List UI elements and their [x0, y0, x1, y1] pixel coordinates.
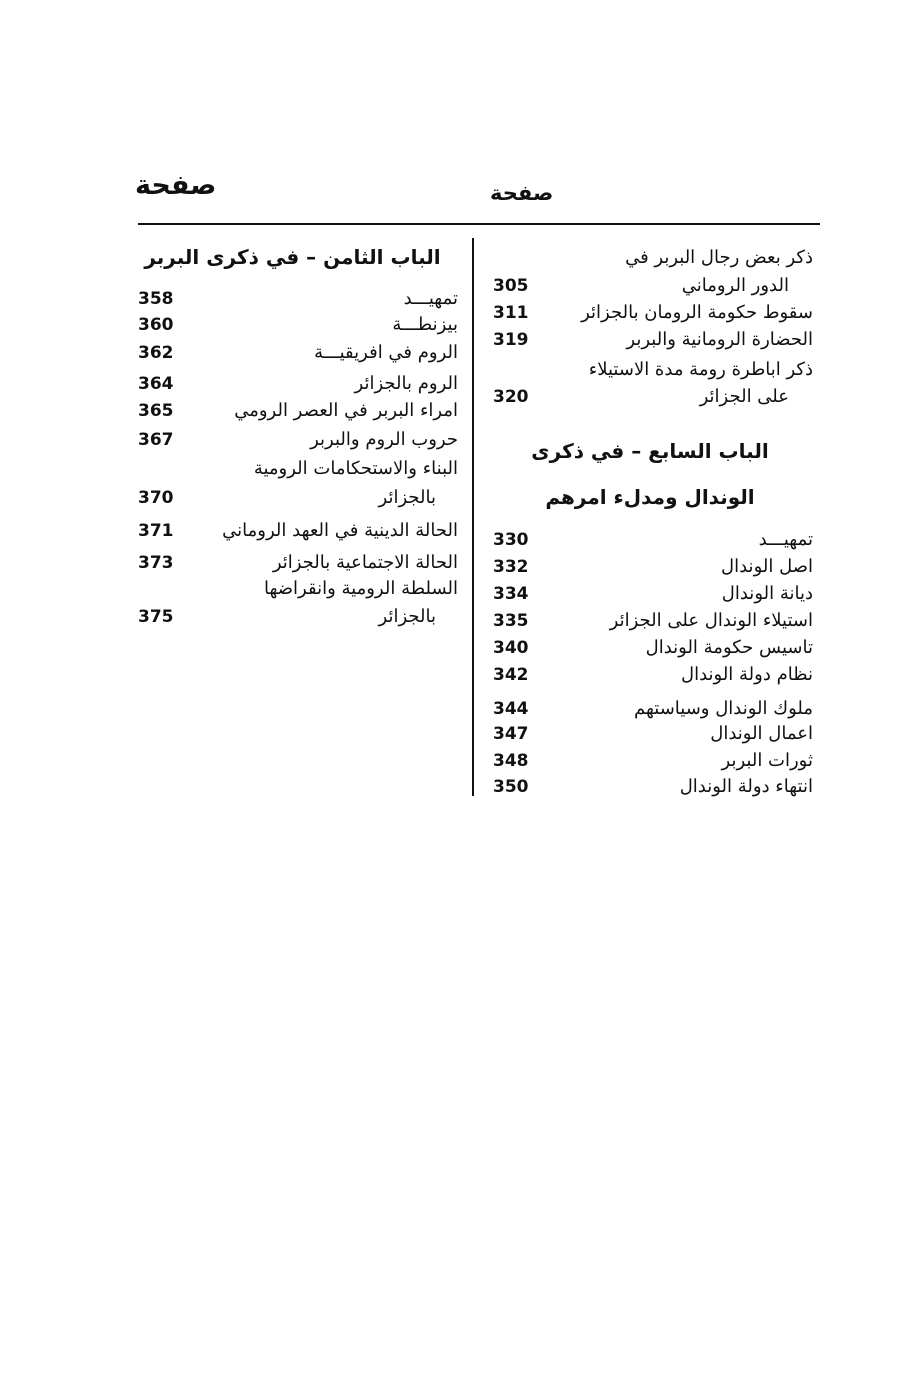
entry-page: 334 [493, 584, 529, 604]
entry-title: ملوك الوندال وسياستهم [634, 698, 813, 719]
entry-page: 360 [138, 315, 174, 335]
entry-page: 364 [138, 374, 174, 394]
entry-page: 371 [138, 521, 174, 541]
entry-title: تاسيس حكومة الوندال [645, 637, 813, 658]
entry-page: 373 [138, 553, 174, 573]
entry-page: 335 [493, 611, 529, 631]
toc-entry [490, 773, 813, 801]
column-divider [472, 238, 474, 796]
toc-entry [135, 517, 458, 545]
entry-title: ثورات البربر [721, 750, 813, 771]
toc-entry [490, 695, 813, 723]
entry-title: استيلاء الوندال على الجزائر [609, 610, 813, 631]
chapter-heading: الباب الثامن – في ذكرى البربر [144, 245, 441, 269]
entry-page: 365 [138, 401, 174, 421]
toc-entry [490, 299, 813, 327]
toc-entry [135, 484, 458, 512]
header-rule [138, 223, 820, 225]
toc-entry [490, 356, 813, 384]
entry-page: 319 [493, 330, 529, 350]
entry-title: الحضارة الرومانية والبربر [626, 329, 813, 350]
toc-entry [135, 575, 458, 603]
page-column-header-left: صفحة [135, 170, 217, 201]
toc-entry [135, 311, 458, 339]
entry-title: البناء والاستحكامات الرومية [253, 458, 458, 479]
entry-title: على الجزائر [699, 386, 789, 407]
entry-title: الروم في افريقيـــة [314, 342, 458, 363]
entry-page: 358 [138, 289, 174, 309]
chapter-heading: الباب السابع – في ذكرى [531, 439, 769, 463]
entry-page: 342 [493, 665, 529, 685]
entry-title: اعمال الوندال [710, 723, 813, 744]
entry-page: 362 [138, 343, 174, 363]
toc-entry [135, 339, 458, 367]
entry-title: الروم بالجزائر [354, 373, 458, 394]
toc-entry [490, 526, 813, 554]
entry-title: حروب الروم والبربر [310, 429, 458, 450]
entry-title: سقوط حكومة الرومان بالجزائر [581, 302, 813, 323]
entry-title: بالجزائر [378, 606, 436, 627]
entry-title: امراء البربر في العصر الرومي [234, 400, 458, 421]
toc-entry [135, 397, 458, 425]
entry-page: 370 [138, 488, 174, 508]
toc-entry [490, 244, 813, 272]
toc-entry [490, 580, 813, 608]
entry-title: الدور الروماني [681, 275, 789, 296]
entry-page: 347 [493, 724, 529, 744]
toc-entry [490, 634, 813, 662]
chapter-heading: الوندال ومدلء امرهم [545, 485, 755, 509]
entry-title: تمهيـــد [403, 288, 458, 309]
entry-title: بيزنطـــة [392, 314, 458, 335]
toc-entry [490, 383, 813, 411]
toc-entry [135, 426, 458, 454]
toc-entry [490, 553, 813, 581]
entry-title: اصل الوندال [721, 556, 813, 577]
entry-page: 311 [493, 303, 529, 323]
entry-title: بالجزائر [378, 487, 436, 508]
entry-title: ديانة الوندال [721, 583, 813, 604]
toc-entry [135, 285, 458, 313]
entry-title: الحالة الاجتماعية بالجزائر [272, 552, 458, 573]
entry-title: السلطة الرومية وانقراضها [263, 578, 458, 599]
entry-title: نظام دولة الوندال [680, 664, 813, 685]
entry-page: 344 [493, 699, 529, 719]
toc-entry [490, 720, 813, 748]
entry-page: 348 [493, 751, 529, 771]
entry-title: ذكر اباطرة رومة مدة الاستيلاء [588, 359, 813, 380]
page-column-header-right: صفحة [490, 181, 554, 205]
entry-title: ذكر بعض رجال البربر في [625, 247, 813, 268]
entry-page: 375 [138, 607, 174, 627]
entry-title: انتهاء دولة الوندال [679, 776, 813, 797]
entry-page: 320 [493, 387, 529, 407]
toc-entry [490, 326, 813, 354]
entry-page: 330 [493, 530, 529, 550]
toc-entry [135, 370, 458, 398]
entry-page: 340 [493, 638, 529, 658]
entry-title: الحالة الدينية في العهد الروماني [222, 520, 458, 541]
toc-entry [135, 603, 458, 631]
entry-page: 367 [138, 430, 174, 450]
entry-page: 305 [493, 276, 529, 296]
toc-entry [490, 272, 813, 300]
toc-entry [135, 549, 458, 577]
toc-entry [135, 455, 458, 483]
entry-title: تمهيـــد [758, 529, 813, 550]
toc-entry [490, 661, 813, 689]
entry-page: 350 [493, 777, 529, 797]
toc-entry [490, 747, 813, 775]
entry-page: 332 [493, 557, 529, 577]
toc-entry [490, 607, 813, 635]
